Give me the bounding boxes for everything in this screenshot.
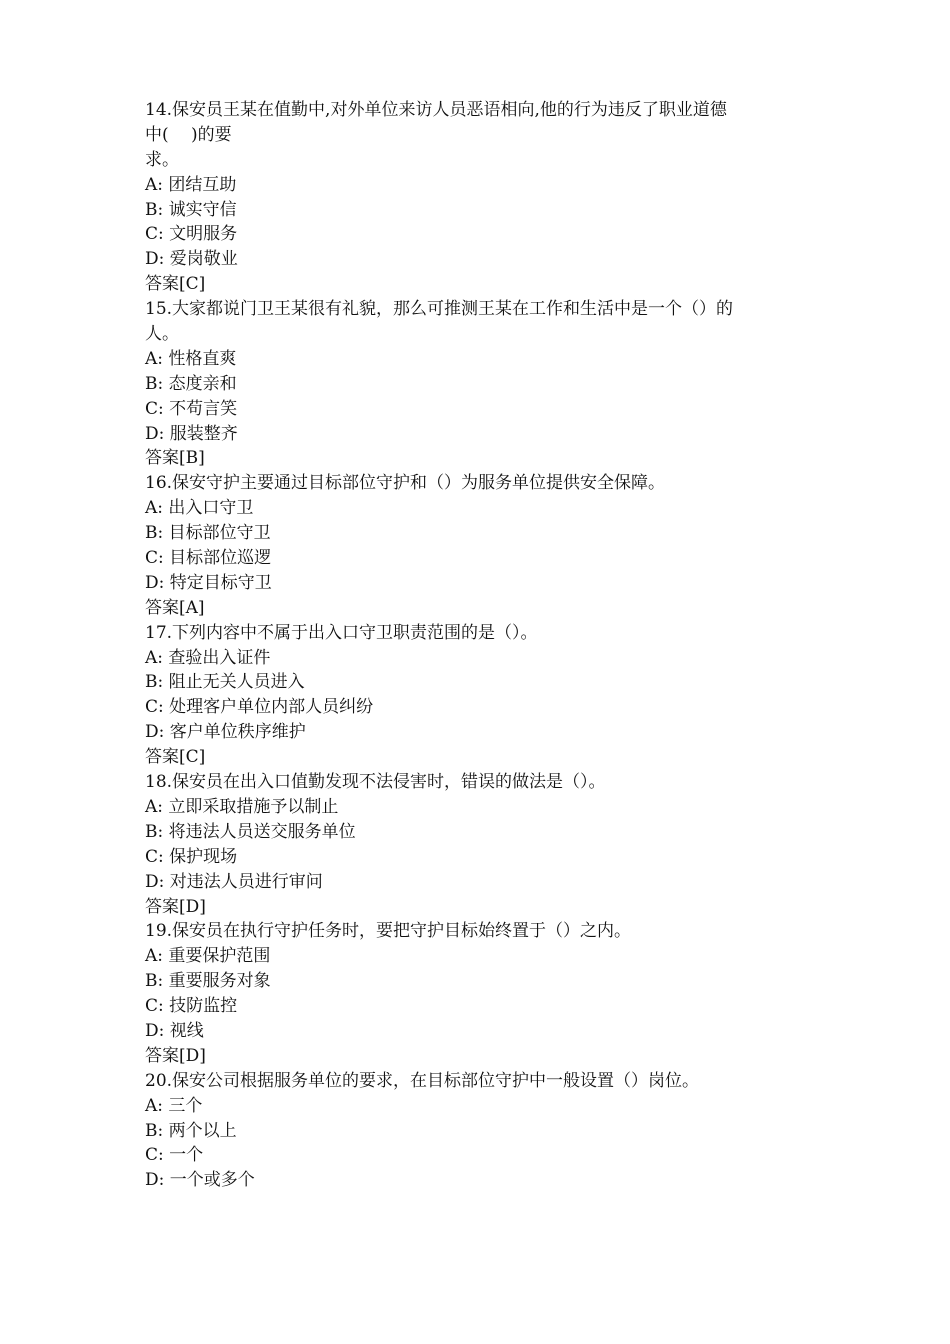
option-b: B: 诚实守信 — [145, 199, 237, 220]
option-c: C: 不苟言笑 — [145, 398, 238, 419]
option-d: D: 服装整齐 — [145, 423, 238, 444]
question-text: 15.大家都说门卫王某很有礼貌，那么可推测王某在工作和生活中是一个（）的 — [145, 299, 734, 320]
option-d: D: 一个或多个 — [145, 1170, 255, 1191]
answer-line: 答案[A] — [145, 597, 205, 618]
option-a: A: 性格直爽 — [145, 348, 237, 369]
question-text: 18.保安员在出入口值勤发现不法侵害时，错误的做法是（）。 — [145, 772, 606, 793]
question-block — [145, 471, 825, 620]
option-c: C: 技防监控 — [145, 996, 238, 1017]
option-c: C: 保护现场 — [145, 846, 238, 867]
option-c: C: 处理客户单位内部人员纠纷 — [145, 697, 374, 718]
document-page — [145, 98, 825, 1193]
option-c: C: 文明服务 — [145, 224, 238, 245]
question-text: 17.下列内容中不属于出入口守卫职责范围的是（）。 — [145, 622, 538, 643]
question-block — [145, 98, 825, 297]
option-b: B: 目标部位守卫 — [145, 523, 271, 544]
question-block — [145, 621, 825, 770]
answer-line: 答案[B] — [145, 448, 205, 469]
question-text: 16.保安守护主要通过目标部位守护和（）为服务单位提供安全保障。 — [145, 473, 666, 494]
question-text: 19.保安员在执行守护任务时，要把守护目标始终置于（）之内。 — [145, 921, 632, 942]
option-a: A: 立即采取措施予以制止 — [145, 796, 339, 817]
option-d: D: 视线 — [145, 1020, 204, 1041]
answer-line: 答案[D] — [145, 896, 206, 917]
option-b: B: 将违法人员送交服务单位 — [145, 821, 356, 842]
answer-line: 答案[C] — [145, 747, 206, 768]
option-a: A: 重要保护范围 — [145, 946, 271, 967]
answer-line: 答案[C] — [145, 274, 206, 295]
option-a: A: 出入口守卫 — [145, 498, 254, 519]
option-d: D: 客户单位秩序维护 — [145, 722, 306, 743]
option-c: C: 目标部位巡逻 — [145, 548, 272, 569]
question-block — [145, 297, 825, 471]
question-block — [145, 1069, 825, 1193]
option-a: A: 查验出入证件 — [145, 647, 271, 668]
option-b: B: 态度亲和 — [145, 373, 237, 394]
option-d: D: 对违法人员进行审问 — [145, 871, 323, 892]
question-text: 20.保安公司根据服务单位的要求，在目标部位守护中一般设置（）岗位。 — [145, 1070, 700, 1091]
question-text: 14.保安员王某在值勤中,对外单位来访人员恶语相向,他的行为违反了职业道德 — [145, 100, 727, 120]
option-d: D: 特定目标守卫 — [145, 572, 272, 593]
question-text: 人。 — [145, 324, 179, 345]
question-text: 中( )的要 — [145, 124, 232, 145]
option-b: B: 重要服务对象 — [145, 971, 271, 992]
question-block — [145, 770, 825, 919]
option-d: D: 爱岗敬业 — [145, 249, 238, 270]
answer-line: 答案[D] — [145, 1045, 206, 1066]
option-a: A: 三个 — [145, 1095, 203, 1116]
option-c: C: 一个 — [145, 1145, 204, 1166]
option-b: B: 两个以上 — [145, 1120, 237, 1141]
option-a: A: 团结互助 — [145, 174, 237, 195]
option-b: B: 阻止无关人员进入 — [145, 672, 305, 693]
question-block — [145, 919, 825, 1068]
question-text: 求。 — [145, 149, 179, 170]
